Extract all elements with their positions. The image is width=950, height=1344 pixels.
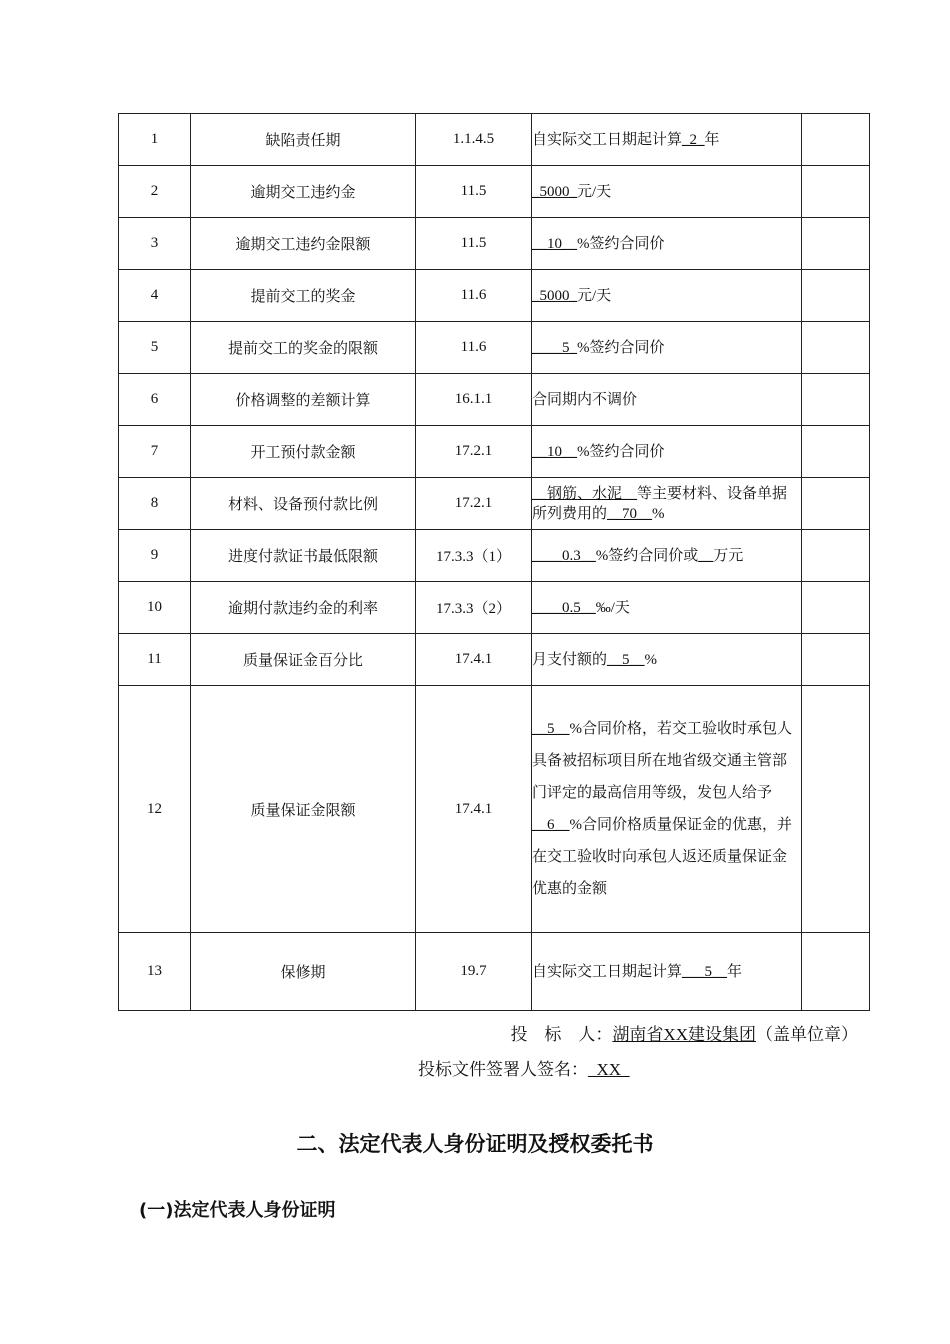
term-name: 价格调整的差额计算 bbox=[191, 374, 416, 426]
remark-cell bbox=[802, 374, 870, 426]
content-text: %签约合同价 bbox=[577, 339, 665, 356]
table-row bbox=[119, 218, 870, 270]
content-text: 元/天 bbox=[577, 183, 612, 200]
content-text: %签约合同价 bbox=[577, 235, 665, 252]
signer-signature-line bbox=[418, 1055, 630, 1080]
content-text: 年 bbox=[727, 963, 743, 980]
content-text: %签约合同价或 bbox=[595, 547, 699, 564]
term-name: 进度付款证书最低限额 bbox=[191, 530, 416, 582]
row-number: 1 bbox=[119, 114, 191, 166]
remark-cell bbox=[802, 166, 870, 218]
row-number: 6 bbox=[119, 374, 191, 426]
remark-cell bbox=[802, 426, 870, 478]
table-row bbox=[119, 582, 870, 634]
clause-number: 17.4.1 bbox=[416, 686, 532, 933]
table-row bbox=[119, 114, 870, 166]
term-name: 质量保证金限额 bbox=[191, 686, 416, 933]
table-row bbox=[119, 166, 870, 218]
term-name: 质量保证金百分比 bbox=[191, 634, 416, 686]
filled-value: __10__ bbox=[532, 235, 577, 252]
remark-cell bbox=[802, 634, 870, 686]
term-content bbox=[532, 426, 802, 478]
term-content bbox=[532, 530, 802, 582]
term-content bbox=[532, 478, 802, 530]
content-text: %合同价格质量保证金的优惠，并在交工验收时向承包人返还质量保证金优惠的金额 bbox=[532, 817, 792, 897]
remark-cell bbox=[802, 933, 870, 1011]
remark-cell bbox=[802, 686, 870, 933]
content-text: % bbox=[644, 651, 658, 668]
bidder-signature-line bbox=[510, 1020, 858, 1045]
table-row bbox=[119, 478, 870, 530]
content-text: % bbox=[652, 505, 665, 522]
row-number: 12 bbox=[119, 686, 191, 933]
content-text: %合同价格，若交工验收时承包人具备被招标项目所在地省级交通主管部门评定的最高信用等级，发包人给予 bbox=[532, 721, 792, 801]
signer-name: _XX_ bbox=[588, 1060, 630, 1079]
filled-value: ____0.5__ bbox=[532, 599, 596, 616]
row-number: 13 bbox=[119, 933, 191, 1011]
term-name: 提前交工的奖金 bbox=[191, 270, 416, 322]
clause-number: 19.7 bbox=[416, 933, 532, 1011]
term-name: 保修期 bbox=[191, 933, 416, 1011]
term-name: 提前交工的奖金的限额 bbox=[191, 322, 416, 374]
filled-value: ____5_ bbox=[532, 339, 577, 356]
content-text: %签约合同价 bbox=[577, 443, 665, 460]
clause-number: 17.2.1 bbox=[416, 478, 532, 530]
content-text: ‰/天 bbox=[595, 599, 630, 616]
term-content bbox=[532, 374, 802, 426]
bidder-name: 湖南省XX建设集团 bbox=[612, 1025, 756, 1044]
content-text: 自实际交工日期起计算 bbox=[532, 131, 683, 148]
signer-label: 投标文件签署人签名： bbox=[418, 1060, 588, 1079]
term-content bbox=[532, 114, 802, 166]
term-name: 逾期交工违约金限额 bbox=[191, 218, 416, 270]
row-number: 11 bbox=[119, 634, 191, 686]
filled-value: _5000_ bbox=[532, 287, 577, 304]
filled-value: _5000_ bbox=[532, 183, 577, 200]
filled-value: __ bbox=[698, 547, 714, 564]
row-number: 2 bbox=[119, 166, 191, 218]
filled-value: __6__ bbox=[532, 817, 570, 833]
remark-cell bbox=[802, 322, 870, 374]
filled-value: __钢筋、水泥__ bbox=[532, 485, 638, 502]
clause-number: 11.5 bbox=[416, 218, 532, 270]
filled-value: ____0.3__ bbox=[532, 547, 596, 564]
section-title: 二、法定代表人身份证明及授权委托书 bbox=[296, 1132, 654, 1156]
table-row bbox=[119, 634, 870, 686]
filled-value: __10__ bbox=[532, 443, 577, 460]
terms-table-body bbox=[119, 114, 870, 1011]
term-content bbox=[532, 218, 802, 270]
row-number: 3 bbox=[119, 218, 191, 270]
table-row bbox=[119, 933, 870, 1011]
filled-value: __5__ bbox=[532, 721, 570, 737]
remark-cell bbox=[802, 114, 870, 166]
table-row bbox=[119, 686, 870, 933]
content-text: 年 bbox=[704, 131, 720, 148]
table-row bbox=[119, 530, 870, 582]
content-text: 合同期内不调价 bbox=[532, 391, 638, 408]
term-name: 材料、设备预付款比例 bbox=[191, 478, 416, 530]
contract-terms-table bbox=[118, 113, 870, 1011]
term-content bbox=[532, 686, 802, 933]
term-content bbox=[532, 270, 802, 322]
clause-number: 17.3.3（2） bbox=[416, 582, 532, 634]
bidder-seal-note: （盖单位章） bbox=[756, 1025, 858, 1044]
subsection-title: (一)法定代表人身份证明 bbox=[139, 1200, 336, 1221]
remark-cell bbox=[802, 530, 870, 582]
table-row bbox=[119, 270, 870, 322]
content-text: 自实际交工日期起计算 bbox=[532, 963, 683, 980]
row-number: 7 bbox=[119, 426, 191, 478]
term-content bbox=[532, 322, 802, 374]
term-content bbox=[532, 933, 802, 1011]
clause-number: 11.6 bbox=[416, 322, 532, 374]
term-content bbox=[532, 634, 802, 686]
clause-number: 11.5 bbox=[416, 166, 532, 218]
table-row bbox=[119, 322, 870, 374]
row-number: 9 bbox=[119, 530, 191, 582]
clause-number: 17.2.1 bbox=[416, 426, 532, 478]
term-content bbox=[532, 582, 802, 634]
clause-number: 11.6 bbox=[416, 270, 532, 322]
term-name: 逾期付款违约金的利率 bbox=[191, 582, 416, 634]
clause-number: 17.3.3（1） bbox=[416, 530, 532, 582]
content-text: 等主要材料、设备单据所列费用的 bbox=[532, 485, 788, 522]
filled-value: __5__ bbox=[607, 651, 645, 668]
bidder-label: 投 标 人： bbox=[510, 1025, 613, 1044]
term-name: 开工预付款金额 bbox=[191, 426, 416, 478]
term-name: 逾期交工违约金 bbox=[191, 166, 416, 218]
table-row bbox=[119, 374, 870, 426]
row-number: 5 bbox=[119, 322, 191, 374]
remark-cell bbox=[802, 478, 870, 530]
content-text: 万元 bbox=[713, 547, 744, 564]
clause-number: 17.4.1 bbox=[416, 634, 532, 686]
filled-value: _2_ bbox=[682, 131, 705, 148]
remark-cell bbox=[802, 582, 870, 634]
filled-value: ___5__ bbox=[682, 963, 728, 980]
table-row bbox=[119, 426, 870, 478]
content-text: 月支付额的 bbox=[532, 651, 608, 668]
row-number: 4 bbox=[119, 270, 191, 322]
filled-value: __70__ bbox=[607, 505, 653, 522]
row-number: 10 bbox=[119, 582, 191, 634]
row-number: 8 bbox=[119, 478, 191, 530]
term-name: 缺陷责任期 bbox=[191, 114, 416, 166]
clause-number: 16.1.1 bbox=[416, 374, 532, 426]
term-content bbox=[532, 166, 802, 218]
content-text: 元/天 bbox=[577, 287, 612, 304]
clause-number: 1.1.4.5 bbox=[416, 114, 532, 166]
remark-cell bbox=[802, 218, 870, 270]
remark-cell bbox=[802, 270, 870, 322]
